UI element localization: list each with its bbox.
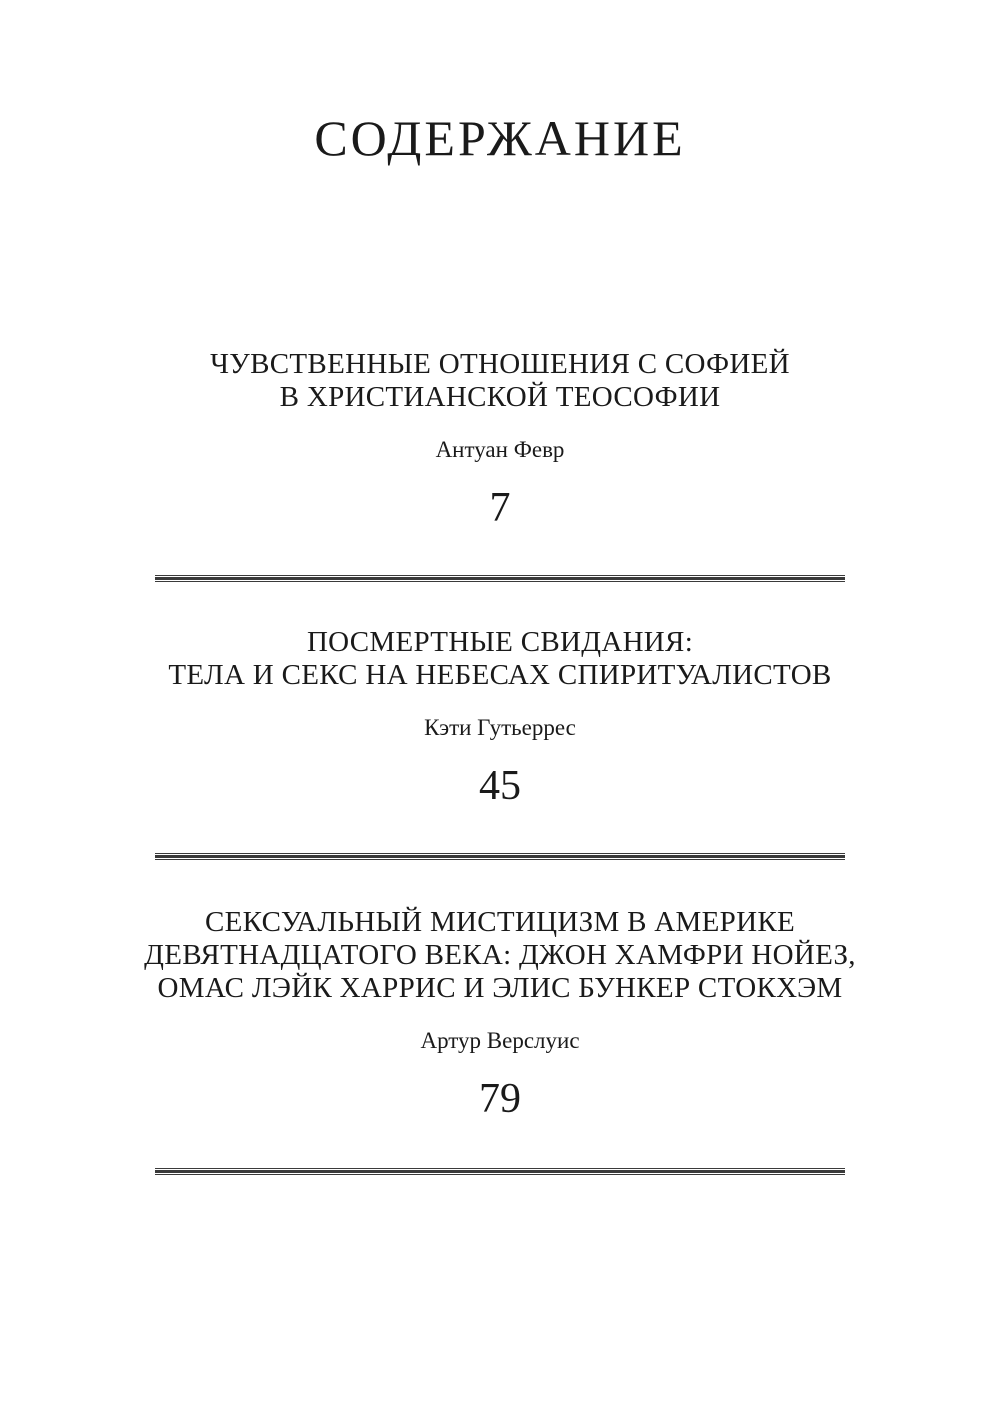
toc-entry-title-line: ПОСМЕРТНЫЕ СВИДАНИЯ:: [306, 626, 694, 658]
toc-entry-page-number[interactable]: 79: [479, 1076, 521, 1122]
page-title: СОДЕРЖАНИЕ: [314, 110, 686, 166]
toc-entry-title-line: ОМАС ЛЭЙК ХАРРИС И ЭЛИС БУНКЕР СТОКХЭМ: [157, 972, 843, 1004]
toc-entry-title: [0, 906, 1000, 1005]
toc-entry[interactable]: [0, 906, 1000, 1123]
toc-entry-author: Артур Верслуис: [420, 1028, 580, 1053]
toc-entry-title: [0, 348, 1000, 414]
toc-entry[interactable]: [0, 348, 1000, 532]
section-divider: [155, 853, 845, 860]
toc-entry-title-line: ДЕВЯТНАДЦАТОГО ВЕКА: ДЖОН ХАМФРИ НОЙЕЗ,: [144, 939, 856, 971]
toc-entry-title-line: ТЕЛА И СЕКС НА НЕБЕСАХ СПИРИТУАЛИСТОВ: [168, 659, 832, 691]
toc-entry[interactable]: [0, 626, 1000, 810]
toc-entry-author: Антуан Февр: [435, 437, 565, 462]
toc-entry-title-line: В ХРИСТИАНСКОЙ ТЕОСОФИИ: [279, 381, 721, 413]
toc-entry-title: [0, 626, 1000, 692]
toc-entry-author: Кэти Гутьеррес: [424, 715, 576, 740]
toc-entry-page-number[interactable]: 7: [489, 485, 511, 531]
toc-entry-title-line: ЧУВСТВЕННЫЕ ОТНОШЕНИЯ С СОФИЕЙ: [210, 348, 790, 380]
section-divider: [155, 575, 845, 582]
toc-entry-page-number[interactable]: 45: [479, 763, 521, 809]
toc-entry-title-line: СЕКСУАЛЬНЫЙ МИСТИЦИЗМ В АМЕРИКЕ: [205, 906, 795, 938]
section-divider: [155, 1168, 845, 1175]
